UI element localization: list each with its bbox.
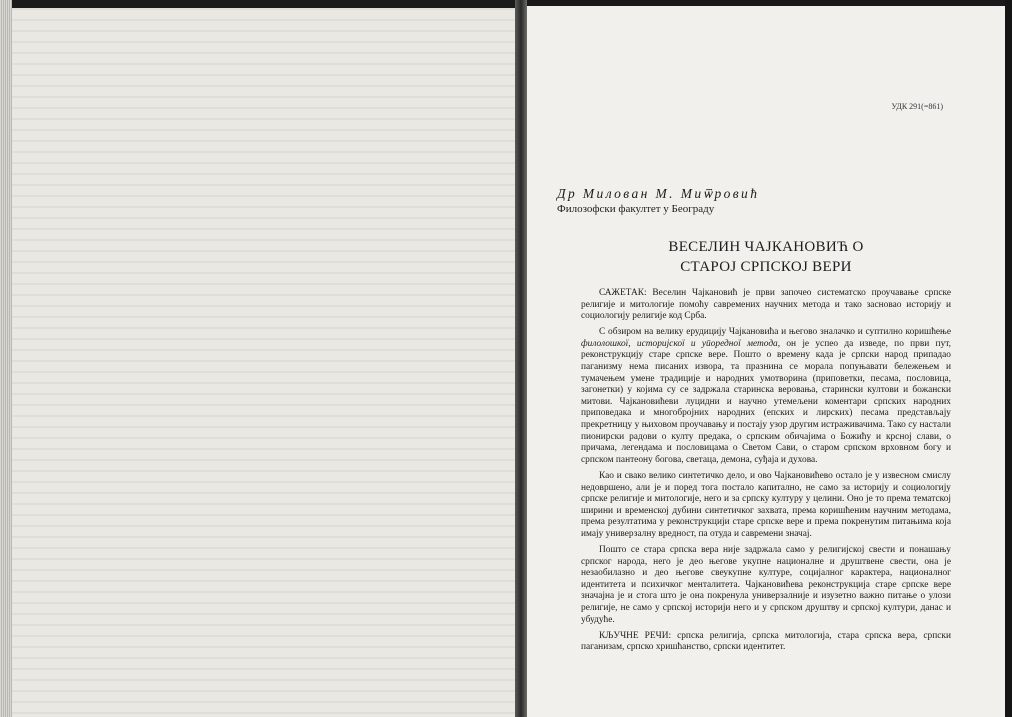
title-line-1: ВЕСЕЛИН ЧАЈКАНОВИЋ О	[668, 239, 864, 255]
right-border	[1005, 0, 1012, 717]
body-paragraph-2: Као и свако велико синтетичко дело, и ово Чајкановићево остало је у извесном смислу недовршено, али је и поред тога постало капитално, не само за историју и социологију српске религије и митологије, него и за српску културу у целини. Оно је то према тематској ширини и временској дубини синтетичког захвата, према коришћеним научним методама, према резултатима у реконструкцији старе српске вере и према покренутим питањима која имају универзалну вредност, па отуда и савремени значај.	[581, 470, 951, 539]
left-page-bleedthrough	[12, 8, 515, 717]
udk-code: УДК 291(=861)	[891, 102, 943, 111]
abstract-paragraph: САЖЕТАК: Веселин Чајкановић је први започео систематско проучавање српске религије и митологије помоћу савремених научних метода и тако засновао историју и социологију религије код Срба.	[581, 288, 951, 322]
author-affiliation: Филозофски факултет у Београду	[557, 203, 715, 215]
body-paragraph-1	[581, 327, 951, 466]
para1-start: С обзиром на велику ерудицију Чајкановића и његово зналачко и суптилно коришћење	[599, 327, 951, 338]
body-paragraph-3: Пошто се стара српска вера није задржала само у религијској свести и понашању српског народа, него је део његове укупне националне и друштвене свести, она је незаобилазно и део његове свеукупне културе, социјалног карактера, националног идентитета и психичког менталитета. Чајкановићева реконструкција старе српске вере значајна је и стога што је она покренула универзалније и изузетно важно питање о улози религије, не само у српској историји него и у српском друштву и српској култури, данас и убудуће.	[581, 544, 951, 625]
para1-rest: он је успео да изведе, по први пут, реконструкцију старе српске вере. Пошто о времену када је српски народ припадао паганизму нема писаних извора, та празнина се морала попуњавати бележењем и тумачењем умене традиције и народних умотворина (приповетки, песама, пословица, загонетки) у којима су се задржала старинска веровања, старински култови и божански митови. Чајкановићеви луцидни и научно утемељени коментари српских народних приповедака и многобројних народних (епских и лирских) песама представљају прекретницу у њиховом проучавању и постају узор другим истраживачима. Тако су настали пионирски радови о култу предака, о српским обичајима о Божићу и крсној слави, о причама, легендама и пословицама о Светом Сави, о старом српском врховном богу и српском пантеону богова, светаца, демона, суђаја и духова.	[581, 338, 951, 465]
page-stack-edge	[0, 0, 12, 717]
article-body	[581, 288, 951, 658]
book-gutter	[515, 0, 527, 717]
article-title	[527, 237, 1005, 277]
author-name: Др Милован М. Миѿровић	[557, 186, 760, 201]
para1-italic-methods: филолошкої, историјскої и уӣоредної метода,	[581, 338, 781, 349]
keywords-paragraph: КЉУЧНЕ РЕЧИ: српска религија, српска митологија, стара српска вера, српски паганизам, српско хришћанство, српски идентитет.	[581, 630, 951, 653]
right-page	[527, 6, 1005, 717]
title-line-2: СТАРОЈ СРПСКОЈ ВЕРИ	[680, 259, 852, 275]
